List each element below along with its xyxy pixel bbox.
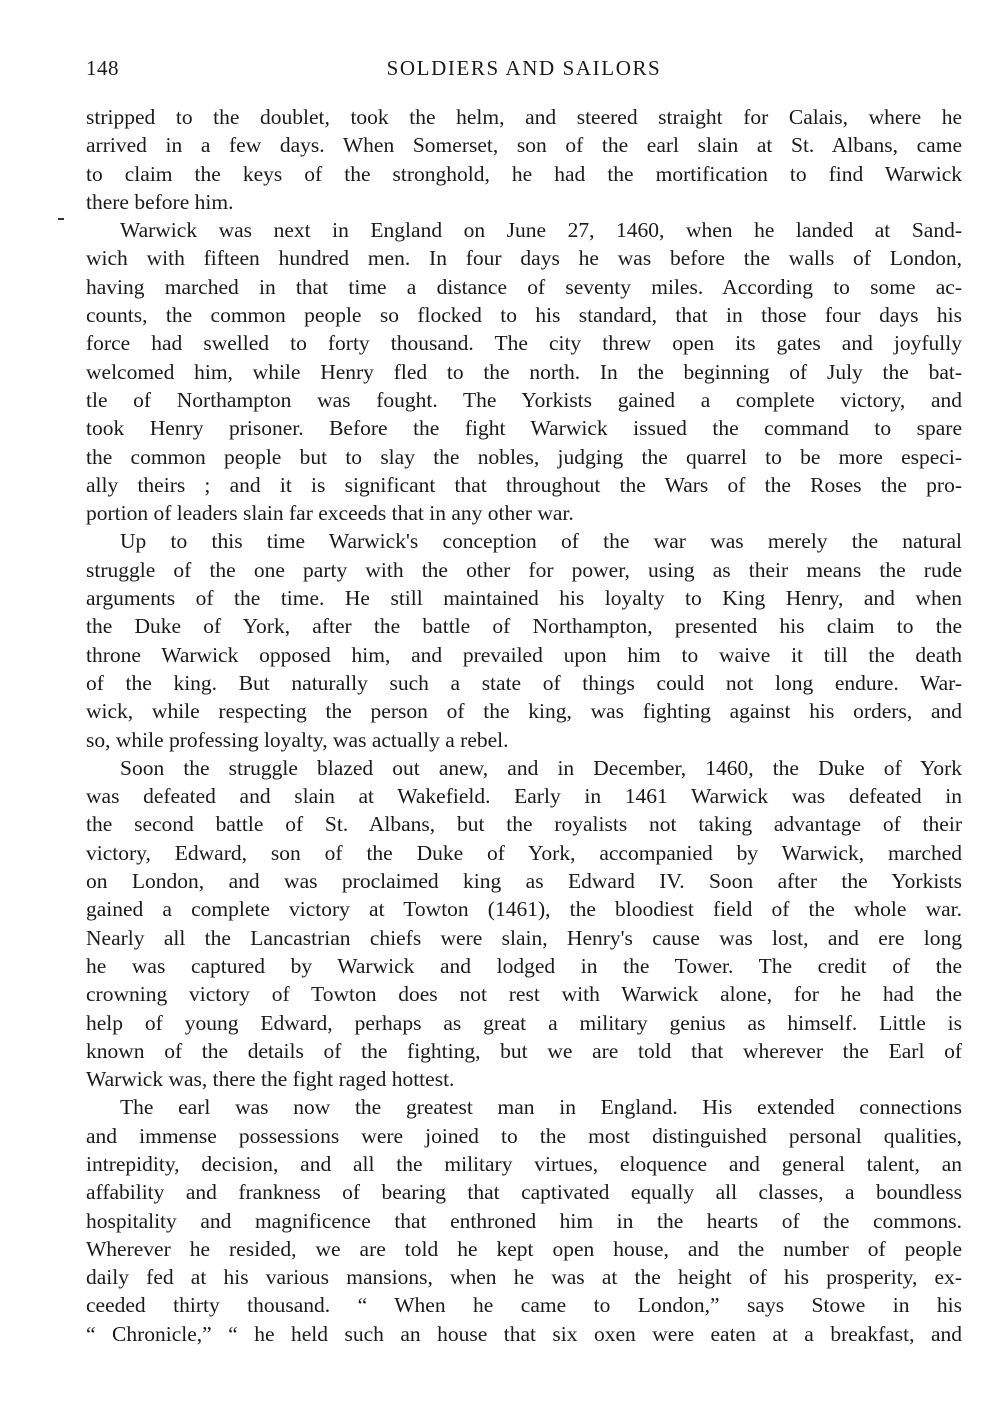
text-line: force had swelled to forty thousand. The city threw open its gates and joyfully — [86, 331, 962, 356]
text-line: Up to this time Warwick's conception of the war was merely the natural — [120, 529, 962, 554]
text-line: known of the details of the fighting, but we are told that wherever the Earl of — [86, 1038, 962, 1063]
text-line: he was captured by Warwick and lodged in the Tower. The credit of the — [86, 953, 962, 978]
text-line: Warwick was, there the fight raged hottest. — [86, 1067, 455, 1092]
text-line: Nearly all the Lancastrian chiefs were slain, Henry's cause was lost, and ere long — [86, 925, 962, 950]
text-line: Wherever he resided, we are told he kept open house, and the number of people — [86, 1236, 962, 1261]
text-line: arrived in a few days. When Somerset, son of the earl slain at St. Albans, came — [86, 133, 962, 158]
text-line: The earl was now the greatest man in England. His extended connections — [120, 1095, 962, 1120]
text-line: the Duke of York, after the battle of Northampton, presented his claim to the — [86, 614, 962, 639]
text-line: daily fed at his various mansions, when he was at the height of his prosperity, ex- — [86, 1265, 962, 1290]
text-line: portion of leaders slain far exceeds that in any other war. — [86, 501, 574, 526]
text-line: ally theirs ; and it is significant that throughout the Wars of the Roses the pro- — [86, 472, 962, 497]
text-line: throne Warwick opposed him, and prevailed upon him to waive it till the death — [86, 642, 962, 667]
text-line: tle of Northampton was fought. The Yorkists gained a complete victory, and — [86, 387, 962, 412]
text-line: so, while professing loyalty, was actually a rebel. — [86, 727, 509, 752]
text-line: arguments of the time. He still maintained his loyalty to King Henry, and when — [86, 586, 962, 611]
text-line: struggle of the one party with the other for power, using as their means the rude — [86, 557, 962, 582]
text-line: help of young Edward, perhaps as great a military genius as himself. Little is — [86, 1010, 962, 1035]
text-line: took Henry prisoner. Before the fight Warwick issued the command to spare — [86, 416, 962, 441]
text-line: Soon the struggle blazed out anew, and in December, 1460, the Duke of York — [120, 755, 962, 780]
text-line: counts, the common people so flocked to his standard, that in those four days his — [86, 303, 962, 328]
page-number: 148 — [86, 56, 119, 80]
text-line: was defeated and slain at Wakefield. Early in 1461 Warwick was defeated in — [86, 784, 962, 809]
text-line: intrepidity, decision, and all the military virtues, eloquence and general talent, an — [86, 1151, 962, 1176]
text-line: welcomed him, while Henry fled to the north. In the beginning of July the bat- — [86, 359, 962, 384]
text-line: of the king. But naturally such a state of things could not long endure. War- — [86, 670, 962, 695]
text-line: “ Chronicle,” “ he held such an house that six oxen were eaten at a breakfast, and — [86, 1321, 962, 1346]
text-line: the common people but to slay the nobles, judging the quarrel to be more especi- — [86, 444, 962, 469]
text-line: on London, and was proclaimed king as Edward IV. Soon after the Yorkists — [86, 869, 962, 894]
text-line: affability and frankness of bearing that captivated equally all classes, a boundless — [86, 1180, 962, 1205]
text-line: stripped to the doublet, took the helm, and steered straight for Calais, where he — [86, 105, 962, 129]
text-line: to claim the keys of the stronghold, he had the mortification to find Warwick — [86, 161, 962, 186]
page-header — [86, 56, 962, 88]
margin-mark — [58, 218, 64, 220]
text-line: there before him. — [86, 189, 234, 214]
text-line: and immense possessions were joined to the most distinguished personal qualities, — [86, 1123, 962, 1148]
body-text — [86, 103, 962, 1348]
text-line: the second battle of St. Albans, but the royalists not taking advantage of their — [86, 812, 962, 837]
text-line: wick, while respecting the person of the king, was fighting against his orders, and — [86, 699, 962, 724]
text-line: crowning victory of Towton does not rest with Warwick alone, for he had the — [86, 982, 962, 1007]
text-line: Warwick was next in England on June 27, 1460, when he landed at Sand- — [120, 218, 962, 243]
text-line: gained a complete victory at Towton (1461), the bloodiest field of the whole war. — [86, 897, 962, 922]
text-line: hospitality and magnificence that enthroned him in the hearts of the commons. — [86, 1208, 962, 1233]
text-line: wich with fifteen hundred men. In four days he was before the walls of London, — [86, 246, 962, 271]
text-line: having marched in that time a distance of seventy miles. According to some ac- — [86, 274, 962, 299]
text-line: ceeded thirty thousand. “ When he came to London,” says Stowe in his — [86, 1293, 962, 1318]
running-title: SOLDIERS AND SAILORS — [386, 56, 662, 80]
text-line: victory, Edward, son of the Duke of York, accompanied by Warwick, marched — [86, 840, 962, 865]
